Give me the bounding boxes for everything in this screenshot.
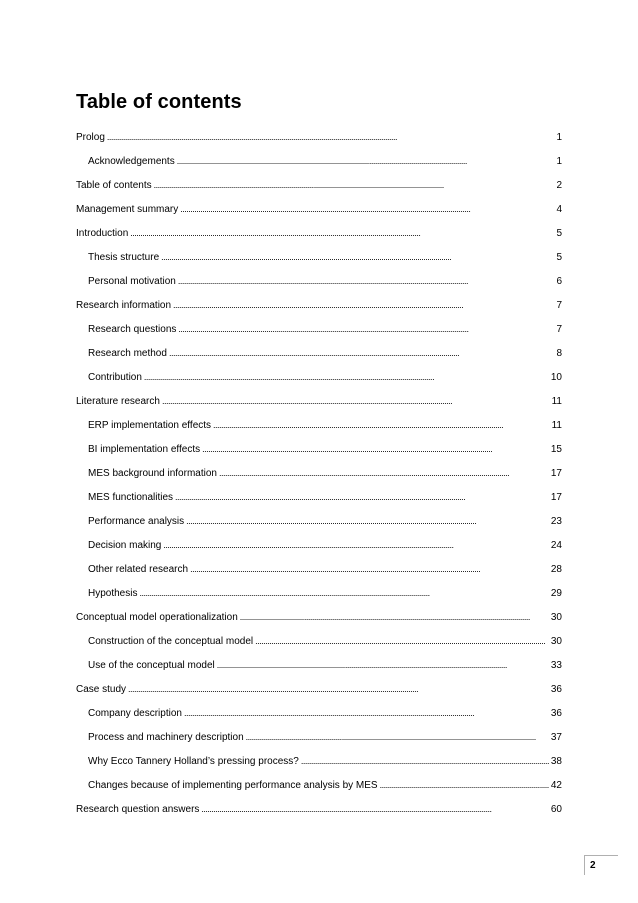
toc-entry-title: Prolog — [76, 132, 105, 143]
toc-dot-leader — [219, 467, 549, 480]
toc-entry-page: 36 — [550, 708, 562, 719]
toc-entry-title: Decision making — [88, 540, 162, 551]
toc-entry-page: 38 — [550, 756, 562, 767]
page-number: 2 — [590, 860, 596, 871]
toc-dot-leader — [186, 515, 549, 528]
toc-entry[interactable] — [76, 291, 562, 315]
toc-entry-page: 2 — [556, 180, 562, 191]
toc-entry-title: Company description — [88, 708, 182, 719]
toc-entry-page: 28 — [550, 564, 562, 575]
toc-dot-leader — [107, 131, 555, 144]
toc-entry[interactable] — [76, 723, 562, 747]
toc-dot-leader — [162, 395, 550, 408]
toc-entry[interactable] — [76, 531, 562, 555]
toc-entry-title: Thesis structure — [88, 252, 160, 263]
toc-entry[interactable] — [76, 507, 562, 531]
toc-entry-title: Performance analysis — [88, 516, 185, 527]
toc-dot-leader — [173, 299, 554, 312]
toc-entry-page: 7 — [556, 300, 562, 311]
toc-entry-page: 4 — [556, 204, 562, 215]
toc-entry-title: Case study — [76, 684, 127, 695]
toc-entry-page: 10 — [550, 372, 562, 383]
toc-dot-leader — [144, 371, 549, 384]
footer-rule — [584, 855, 618, 856]
toc-entry[interactable] — [76, 411, 562, 435]
toc-entry-page: 60 — [550, 804, 562, 815]
toc-entry-title: MES background information — [88, 468, 217, 479]
toc-entry-title: Table of contents — [76, 180, 152, 191]
toc-entry-title: MES functionalities — [88, 492, 174, 503]
toc-entry[interactable] — [76, 363, 562, 387]
toc-entry-title: Why Ecco Tannery Holland’s pressing process? — [88, 756, 299, 767]
toc-dot-leader — [178, 323, 554, 336]
toc-entry[interactable] — [76, 651, 562, 675]
toc-entry[interactable] — [76, 747, 562, 771]
toc-entry-title: Changes because of implementing performance analysis by MES — [88, 780, 378, 791]
table-of-contents — [76, 123, 562, 819]
toc-entry[interactable] — [76, 579, 562, 603]
toc-entry-title: Conceptual model operationalization — [76, 612, 238, 623]
toc-dot-leader — [240, 611, 549, 624]
toc-entry-title: Construction of the conceptual model — [88, 636, 254, 647]
toc-entry[interactable] — [76, 795, 562, 819]
toc-entry-page: 5 — [556, 228, 562, 239]
toc-dot-leader — [128, 683, 549, 696]
toc-entry[interactable] — [76, 171, 562, 195]
toc-entry[interactable] — [76, 435, 562, 459]
toc-dot-leader — [213, 419, 550, 432]
toc-entry-title: Management summary — [76, 204, 179, 215]
toc-entry-page: 37 — [550, 732, 562, 743]
toc-dot-leader — [301, 755, 549, 768]
toc-entry[interactable] — [76, 555, 562, 579]
footer-rule-vertical — [584, 855, 585, 875]
toc-dot-leader — [161, 251, 554, 264]
toc-entry-title: Hypothesis — [88, 588, 138, 599]
toc-entry-title: Contribution — [88, 372, 142, 383]
toc-entry-title: BI implementation effects — [88, 444, 201, 455]
toc-entry-page: 5 — [556, 252, 562, 263]
toc-entry[interactable] — [76, 195, 562, 219]
toc-entry-page: 30 — [550, 612, 562, 623]
toc-entry-title: Acknowledgements — [88, 156, 175, 167]
toc-dot-leader — [139, 587, 548, 600]
toc-entry[interactable] — [76, 603, 562, 627]
toc-entry[interactable] — [76, 387, 562, 411]
toc-entry-page: 8 — [556, 348, 562, 359]
toc-dot-leader — [255, 635, 549, 648]
toc-entry-title: ERP implementation effects — [88, 420, 212, 431]
toc-dot-leader — [169, 347, 555, 360]
toc-dot-leader — [190, 563, 549, 576]
toc-entry-page: 7 — [556, 324, 562, 335]
toc-entry-page: 42 — [550, 780, 562, 791]
toc-entry[interactable] — [76, 339, 562, 363]
toc-entry[interactable] — [76, 315, 562, 339]
toc-entry-page: 29 — [550, 588, 562, 599]
toc-entry[interactable] — [76, 483, 562, 507]
toc-entry-page: 24 — [550, 540, 562, 551]
toc-entry[interactable] — [76, 123, 562, 147]
toc-dot-leader — [180, 203, 554, 216]
toc-dot-leader — [202, 443, 549, 456]
toc-dot-leader — [177, 155, 555, 168]
toc-entry-title: Research information — [76, 300, 172, 311]
toc-entry[interactable] — [76, 627, 562, 651]
toc-entry-page: 36 — [550, 684, 562, 695]
toc-entry[interactable] — [76, 699, 562, 723]
toc-entry-title: Personal motivation — [88, 276, 176, 287]
toc-entry-title: Research questions — [88, 324, 177, 335]
toc-entry[interactable] — [76, 771, 562, 795]
toc-entry-page: 1 — [556, 132, 562, 143]
page-title: Table of contents — [76, 91, 242, 113]
toc-entry[interactable] — [76, 459, 562, 483]
toc-dot-leader — [178, 275, 555, 288]
toc-entry-title: Research question answers — [76, 804, 200, 815]
toc-dot-leader — [130, 227, 554, 240]
toc-entry-title: Literature research — [76, 396, 160, 407]
toc-entry-page: 6 — [556, 276, 562, 287]
toc-entry-page: 1 — [556, 156, 562, 167]
toc-entry-page: 23 — [550, 516, 562, 527]
toc-entry[interactable] — [76, 147, 562, 171]
toc-dot-leader — [163, 539, 549, 552]
toc-dot-leader — [217, 659, 549, 672]
toc-entry-page: 33 — [550, 660, 562, 671]
toc-entry-page: 11 — [551, 396, 562, 407]
toc-entry-page: 15 — [550, 444, 562, 455]
toc-dot-leader — [380, 779, 549, 792]
toc-entry-title: Introduction — [76, 228, 129, 239]
toc-entry[interactable] — [76, 243, 562, 267]
toc-entry-title: Other related research — [88, 564, 189, 575]
toc-entry-title: Use of the conceptual model — [88, 660, 215, 671]
toc-entry-page: 30 — [550, 636, 562, 647]
toc-dot-leader — [201, 803, 548, 816]
toc-entry-title: Research method — [88, 348, 167, 359]
toc-dot-leader — [175, 491, 549, 504]
toc-entry[interactable] — [76, 675, 562, 699]
toc-dot-leader — [246, 731, 549, 744]
toc-entry[interactable] — [76, 219, 562, 243]
toc-dot-leader — [154, 179, 555, 192]
toc-entry-page: 17 — [550, 492, 562, 503]
toc-entry[interactable] — [76, 267, 562, 291]
toc-entry-title: Process and machinery description — [88, 732, 244, 743]
toc-dot-leader — [184, 707, 549, 720]
toc-entry-page: 11 — [551, 420, 562, 431]
toc-entry-page: 17 — [550, 468, 562, 479]
